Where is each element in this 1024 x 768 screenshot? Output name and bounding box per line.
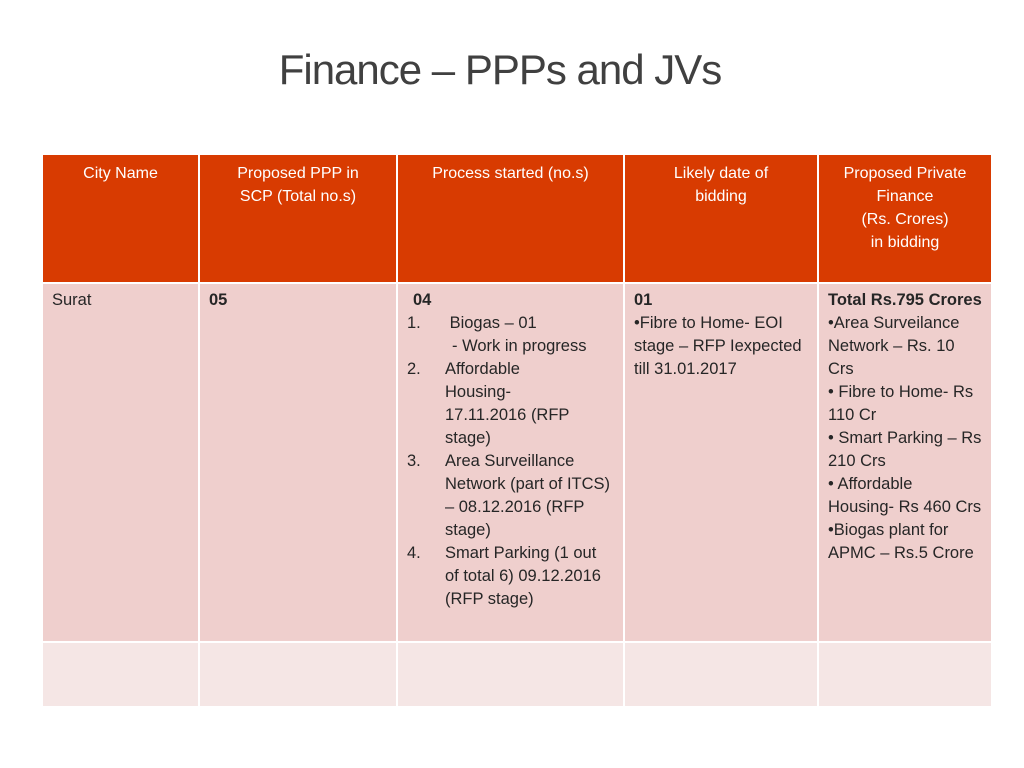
list-number: 1. (407, 314, 421, 332)
list-text: Area Surveillance Network (part of ITCS) – 08.12.2016 (RFP stage) (445, 452, 611, 539)
empty-cell (625, 643, 817, 706)
empty-cell (200, 643, 396, 706)
list-item (407, 312, 614, 335)
cell-city (43, 284, 198, 641)
list-number: 2. (407, 360, 421, 378)
finance-item: •Area Surveilance Network – Rs. 10 Crs (828, 314, 960, 378)
header-proposed-ppp (200, 155, 396, 282)
bidding-text: •Fibre to Home- EOI stage – RFP Iexpected till 31.01.2017 (634, 314, 802, 378)
list-number: 3. (407, 452, 421, 470)
header-city-name-label: City Name (83, 165, 158, 182)
list-item (407, 358, 614, 450)
finance-item: •Biogas plant for APMC – Rs.5 Crore (828, 521, 974, 562)
slide-title: Finance – PPPs and JVs (278, 46, 722, 93)
cell-bidding-date (625, 284, 817, 641)
finance-item: • Affordable Housing- Rs 460 Crs (828, 475, 982, 516)
process-started-count: 04 (413, 291, 432, 309)
list-item (407, 450, 614, 542)
header-proposed-ppp-line1: Proposed PPP in (237, 165, 359, 182)
city-name: Surat (52, 291, 92, 309)
cell-proposed-ppp (200, 284, 396, 641)
ppp-table (43, 155, 987, 706)
header-city-name (43, 155, 198, 282)
header-private-finance-line1: Proposed Private (843, 165, 967, 182)
header-process-started-label: Process started (no.s) (432, 165, 589, 182)
process-list (407, 312, 614, 611)
header-private-finance (819, 155, 991, 282)
header-likely-date-line1: Likely date of (673, 165, 769, 182)
cell-process-started (398, 284, 623, 641)
empty-cell (398, 643, 623, 706)
private-finance-total: Total Rs.795 Crores (828, 291, 982, 309)
list-item (407, 542, 614, 611)
list-item-sub (407, 335, 614, 358)
bidding-count: 01 (634, 291, 653, 309)
list-text: Affordable Housing- 17.11.2016 (RFP stage) (445, 360, 570, 447)
list-text: Smart Parking (1 out of total 6) 09.12.2016 (RFP stage) (445, 544, 601, 608)
list-text: Biogas – 01 (445, 314, 537, 332)
header-private-finance-line3: (Rs. Crores) (861, 211, 949, 228)
proposed-ppp-count: 05 (209, 291, 228, 309)
header-likely-date (625, 155, 817, 282)
header-private-finance-line4: in bidding (870, 234, 940, 251)
empty-cell (819, 643, 991, 706)
header-private-finance-line2: Finance (876, 188, 934, 205)
cell-private-finance (819, 284, 991, 641)
header-proposed-ppp-line2: SCP (Total no.s) (239, 188, 357, 205)
list-number: 4. (407, 544, 421, 562)
finance-item: • Smart Parking – Rs 210 Crs (828, 429, 982, 470)
list-subtext: - Work in progress (452, 337, 587, 355)
empty-cell (43, 643, 198, 706)
finance-item: • Fibre to Home- Rs 110 Cr (828, 383, 974, 424)
header-likely-date-line2: bidding (695, 188, 747, 205)
header-process-started (398, 155, 623, 282)
